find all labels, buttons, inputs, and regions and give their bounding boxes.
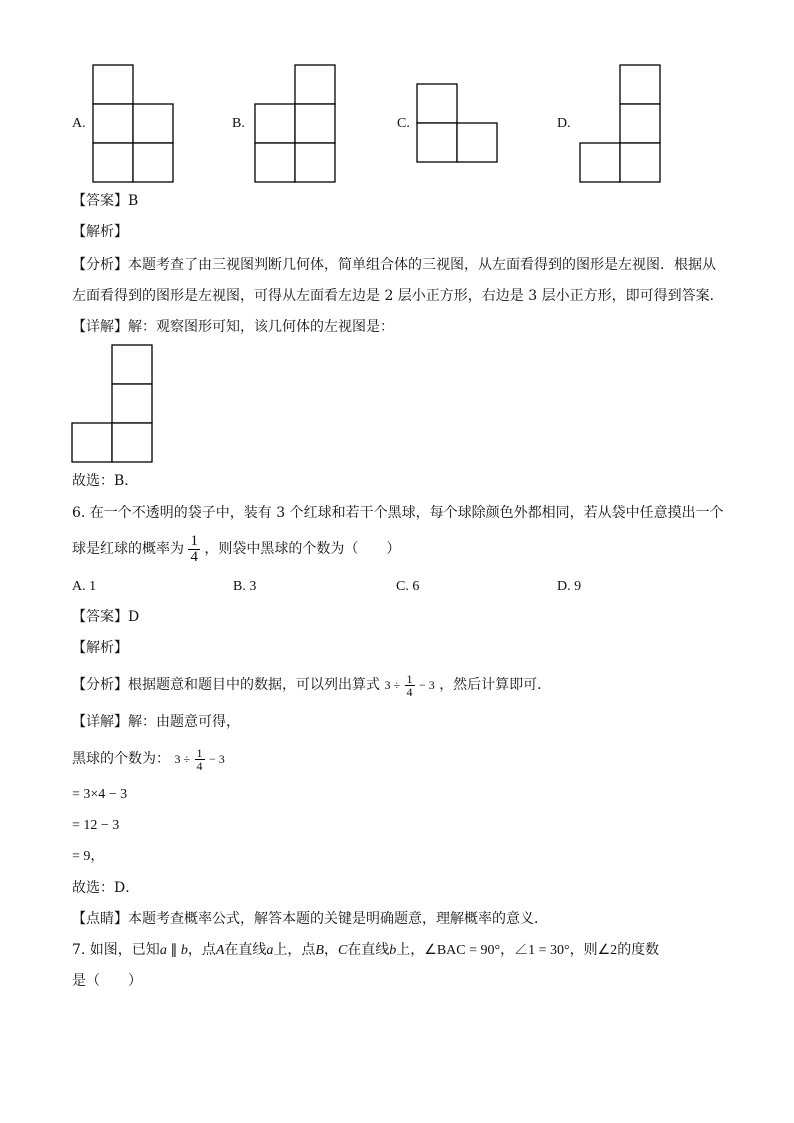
q7-text-7: ，则 [569,942,598,958]
q7-text-6: 上， [396,942,425,958]
q6-analysis-line [72,668,551,704]
q6-count-expr-a: 3 ÷ [174,752,191,766]
left-view-figure [71,344,155,464]
q7-point-c: C [337,943,348,958]
fraction-numerator: 1 [190,532,198,549]
q6-probability-fraction [188,534,200,565]
q7-line-b: b [180,943,188,958]
option-a-figure [92,64,176,184]
q7-text-4: 上，点 [273,942,316,958]
q5-analysis-heading: 【解析】 [72,224,128,240]
option-d-figure [579,64,663,184]
q6-expr-a: 3 ÷ [384,678,401,692]
q6-step3: = 9， [72,849,105,864]
q6-step2: = 12 − 3 [72,818,120,833]
q6-count-line [72,742,225,778]
q7-point-b: B [315,943,324,958]
q5-analysis-line2: 左面看得到的图形是左视图，可得从左面看左边是 2 层小正方形，右边是 3 层小正方形，即可得到答案． [72,288,724,304]
q7-line-a: a [159,943,167,958]
fraction-denominator: 4 [406,684,413,699]
q6-option-b: B. 3 [233,579,257,594]
option-b-label: B. [232,116,245,131]
q7-stem-line2: 是（ ） [72,973,142,989]
q6-expr-fraction [405,673,415,698]
q6-option-d: D. 9 [557,579,582,594]
q7-parallel: ∥ [166,943,181,958]
fraction-denominator: 4 [190,548,198,565]
q6-count-fraction [195,747,205,772]
q7-angle-1: ，∠1 = 30° [500,943,570,958]
option-a-label: A. [72,116,86,131]
q6-count-expr-b: − 3 [208,752,225,766]
q6-expr-b: − 3 [418,678,435,692]
fraction-denominator: 4 [196,758,203,773]
q7-text-5: 在直线 [347,942,390,958]
q6-stem-line1: 6. 在一个不透明的袋子中，装有 3 个红球和若干个黑球，每个球除颜色外都相同，若从袋中任意摸出一个 [72,505,724,521]
q7-text-8: 的度数 [617,942,660,958]
q5-choice: 故选：B． [72,473,139,489]
q6-stem-line2 [72,530,400,570]
q6-step1: = 3×4 − 3 [72,787,128,802]
q7-text-1: 7. 如图，已知 [72,942,160,958]
fraction-numerator: 1 [406,671,413,686]
q7-comma: ， [323,942,338,958]
q6-count-label: 黑球的个数为： [72,751,170,767]
option-c-figure [416,83,500,165]
q6-option-a: A. 1 [72,579,97,594]
q6-analysis-heading: 【解析】 [72,640,128,656]
q6-option-c: C. 6 [396,579,420,594]
q7-text-3: 在直线 [224,942,267,958]
q7-point-a: A [215,943,225,958]
q6-detail: 【详解】解：由题意可得， [72,714,240,730]
q6-choice: 故选：D． [72,880,140,896]
option-d-label: D. [557,116,571,131]
fraction-numerator: 1 [196,745,203,760]
q7-stem-line1 [72,941,659,960]
q7-line-a-2: a [266,943,274,958]
q7-line-b-2: b [389,943,397,958]
option-c-label: C. [397,116,410,131]
q6-stem-post: ，则袋中黑球的个数为（ ） [204,541,401,557]
q6-analysis-pre: 【分析】根据题意和题目中的数据，可以列出算式 [72,677,380,693]
q5-answer: 【答案】B [72,193,139,209]
q6-comment: 【点睛】本题考查概率公式，解答本题的关键是明确题意，理解概率的意义． [72,911,548,927]
q7-angle-2: ∠2 [597,943,618,958]
option-b-figure [254,64,338,184]
q6-answer: 【答案】D [72,609,140,625]
q6-analysis-post: ，然后计算即可． [439,677,552,693]
q5-analysis-line1: 【分析】本题考查了由三视图判断几何体，简单组合体的三视图，从左面看得到的图形是左视图．根据从 [72,257,716,273]
q7-text-2: ，点 [187,942,216,958]
q5-detail: 【详解】解：观察图形可知，该几何体的左视图是： [72,319,394,335]
q7-angle-bac: ∠BAC = 90° [424,943,501,958]
q6-stem-pre: 球是红球的概率为 [72,541,184,557]
